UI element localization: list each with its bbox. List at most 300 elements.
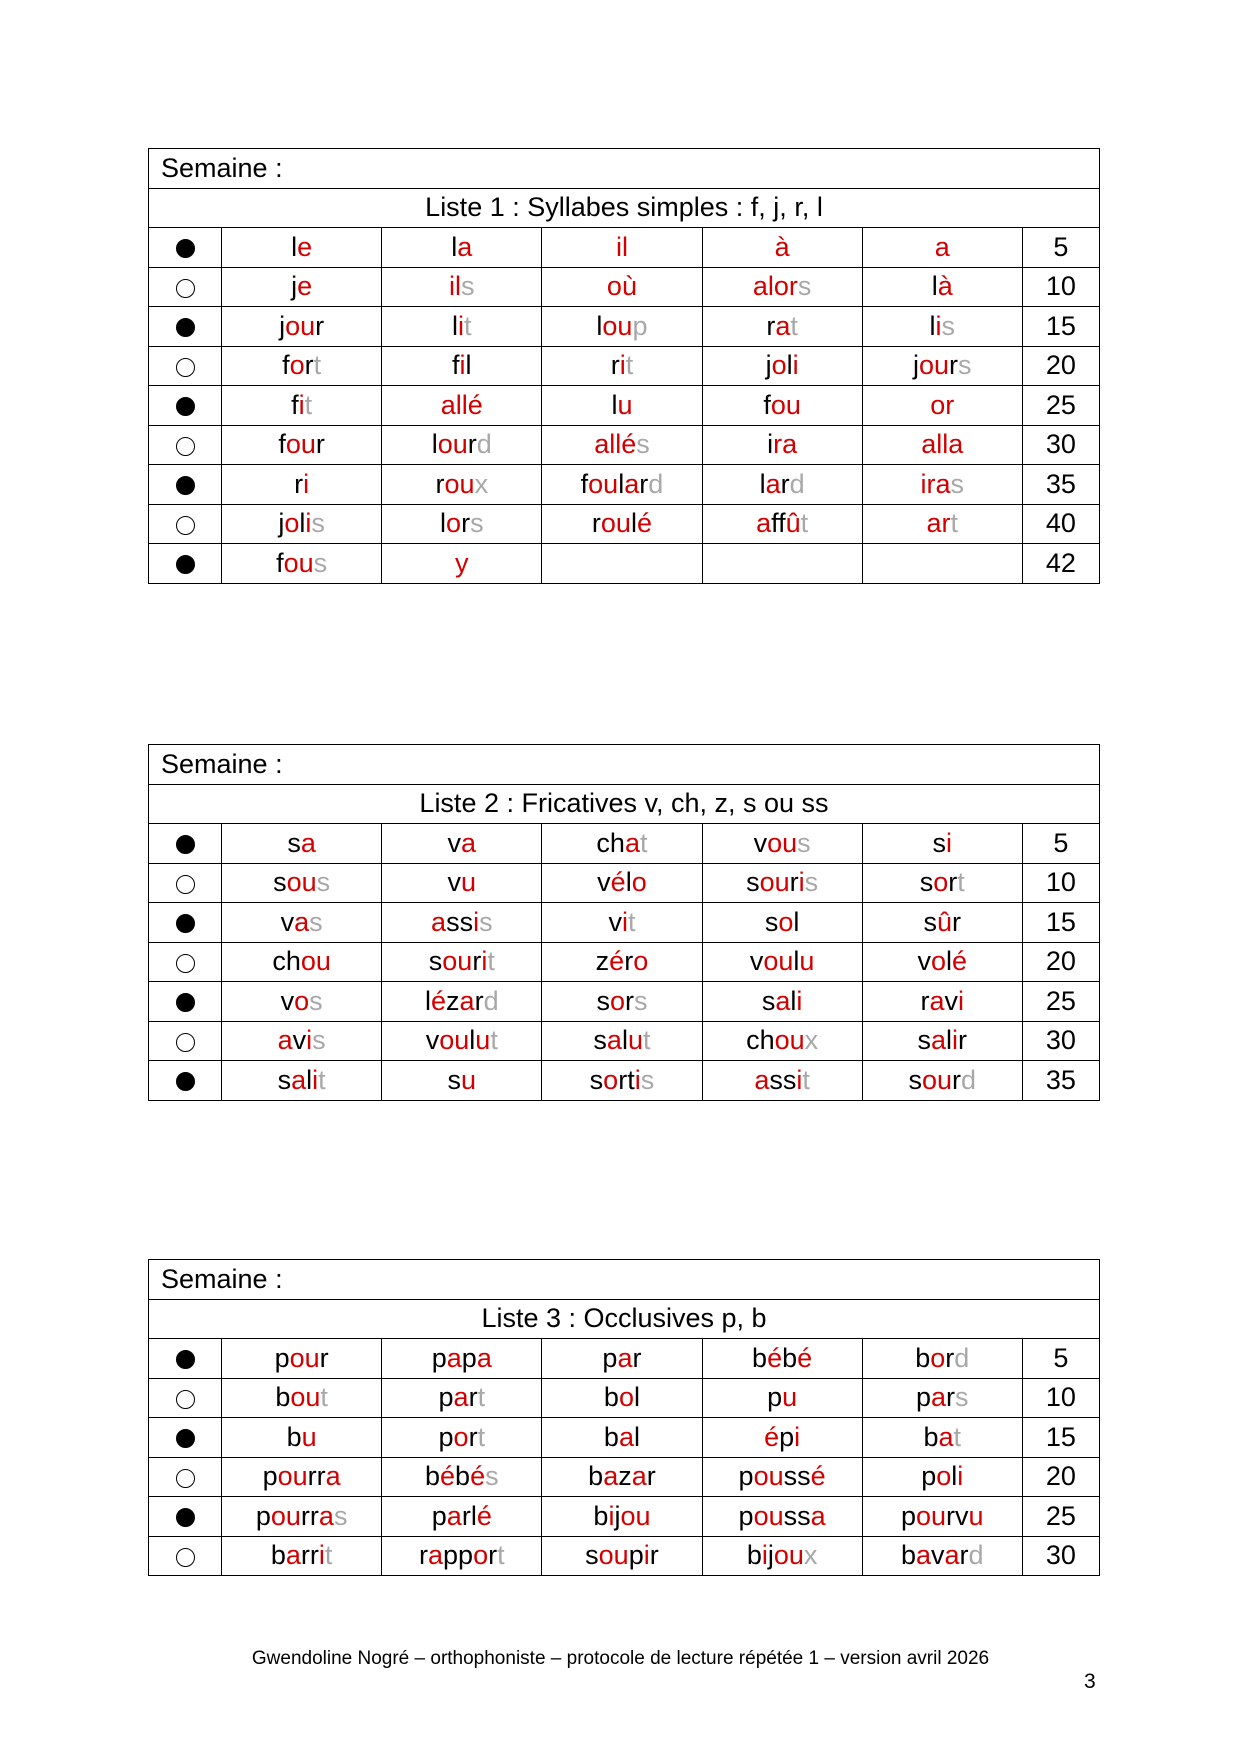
- word-segment: x: [803, 1540, 818, 1571]
- word-segment: r: [624, 985, 634, 1016]
- word-cell: [542, 903, 702, 943]
- word-segment: ou: [289, 1342, 320, 1373]
- word-segment: l: [465, 350, 472, 381]
- word-segment: s: [333, 1500, 348, 1531]
- word-segment: p: [438, 1382, 454, 1413]
- word-segment: t: [313, 350, 322, 381]
- bullet-cell: [149, 1378, 222, 1418]
- table-row: [149, 824, 1100, 864]
- word-segment: f: [278, 429, 286, 460]
- word-segment: i: [958, 985, 965, 1016]
- word-segment: p: [461, 1342, 477, 1373]
- table-row: [149, 1497, 1100, 1537]
- word-segment: a: [624, 827, 640, 858]
- list-title: Liste 1 : Syllabes simples : f, j, r, l: [149, 188, 1100, 228]
- word-cell: [862, 544, 1022, 584]
- word-segment: u: [461, 1064, 477, 1095]
- bullet-cell: [149, 1457, 222, 1497]
- word-cell: [702, 307, 862, 347]
- word-segment: u: [627, 1025, 643, 1056]
- word-segment: s: [919, 867, 934, 898]
- word-count: 25: [1022, 982, 1099, 1022]
- word-cell: [862, 1457, 1022, 1497]
- word-segment: allé: [440, 389, 483, 420]
- filled-circle-icon: [176, 914, 195, 933]
- word-cell: [222, 386, 382, 426]
- word-segment: s: [309, 906, 323, 937]
- word-segment: r: [467, 429, 477, 460]
- word-cell: [382, 346, 542, 386]
- word-segment: o: [284, 508, 300, 539]
- word-cell: [222, 267, 382, 307]
- word-segment: é: [610, 867, 626, 898]
- word-cell: [542, 1536, 702, 1576]
- word-cell: [862, 228, 1022, 268]
- word-segment: u: [968, 1500, 984, 1531]
- word-segment: t: [490, 1025, 498, 1056]
- word-segment: d: [954, 1342, 970, 1373]
- word-segment: ra: [773, 429, 798, 460]
- filled-circle-icon: [176, 1350, 195, 1369]
- word-segment: a: [453, 1382, 469, 1413]
- table-row: [149, 228, 1100, 268]
- word-segment: ou: [753, 1461, 784, 1492]
- word-segment: ou: [602, 310, 633, 341]
- word-cell: [862, 1536, 1022, 1576]
- word-segment: s: [287, 827, 301, 858]
- word-segment: a: [931, 1025, 947, 1056]
- word-cell: [542, 1457, 702, 1497]
- word-segment: p: [431, 1342, 447, 1373]
- table-row: [149, 544, 1100, 584]
- word-segment: t: [304, 389, 313, 420]
- word-cell: [222, 1536, 382, 1576]
- table-row: [149, 267, 1100, 307]
- word-segment: t: [790, 310, 798, 341]
- word-segment: é: [810, 1461, 826, 1492]
- word-cell: [862, 1339, 1022, 1379]
- word-cell: [222, 903, 382, 943]
- word-segment: l: [299, 508, 306, 539]
- word-segment: s: [955, 1382, 969, 1413]
- word-segment: d: [789, 468, 805, 499]
- word-segment: o: [631, 867, 647, 898]
- word-cell: [542, 824, 702, 864]
- word-segment: r: [958, 1025, 968, 1056]
- word-cell: [862, 1061, 1022, 1101]
- word-cell: [382, 267, 542, 307]
- word-segment: s: [309, 985, 323, 1016]
- word-segment: s: [312, 1025, 326, 1056]
- word-segment: l: [633, 1382, 640, 1413]
- word-segment: à: [774, 231, 790, 262]
- word-segment: a: [765, 468, 781, 499]
- word-cell: [382, 1457, 542, 1497]
- word-cell: [702, 903, 862, 943]
- word-cell: [222, 942, 382, 982]
- word-segment: o: [453, 1421, 469, 1452]
- word-segment: é: [952, 946, 968, 977]
- empty-circle-icon: [176, 1548, 195, 1567]
- word-segment: p: [628, 1540, 644, 1571]
- word-segment: f: [291, 389, 299, 420]
- word-segment: ss: [446, 906, 474, 937]
- word-segment: s: [311, 508, 325, 539]
- word-segment: ch: [272, 946, 301, 977]
- word-segment: t: [324, 1540, 333, 1571]
- word-segment: ou: [285, 310, 316, 341]
- word-segment: b: [603, 1382, 619, 1413]
- word-segment: ou: [285, 429, 316, 460]
- bullet-cell: [149, 504, 222, 544]
- word-segment: i: [767, 429, 774, 460]
- word-cell: [222, 863, 382, 903]
- word-segment: i: [318, 1540, 325, 1571]
- word-segment: b: [593, 1500, 609, 1531]
- filled-circle-icon: [176, 1429, 195, 1448]
- word-cell: [702, 824, 862, 864]
- word-segment: é: [764, 1421, 780, 1452]
- word-segment: o: [930, 1342, 946, 1373]
- word-cell: [702, 1339, 862, 1379]
- word-segment: s: [941, 310, 956, 341]
- word-cell: [382, 307, 542, 347]
- table-row: [149, 863, 1100, 903]
- word-cell: [222, 1497, 382, 1537]
- word-segment: u: [301, 1421, 317, 1452]
- word-segment: l: [291, 231, 298, 262]
- word-segment: p: [921, 1461, 937, 1492]
- word-segment: p: [632, 310, 648, 341]
- footer-text: Gwendoline Nogré – orthophoniste – protocole de lecture répétée 1 – version avril 2026: [251, 1648, 990, 1669]
- word-segment: t: [957, 867, 965, 898]
- word-segment: t: [318, 1064, 326, 1095]
- table-row: [149, 982, 1100, 1022]
- word-segment: l: [425, 985, 431, 1016]
- word-segment: ou: [600, 508, 631, 539]
- word-segment: t: [802, 1064, 810, 1095]
- word-segment: p: [274, 1342, 290, 1373]
- word-segment: b: [286, 1421, 302, 1452]
- word-segment: ou: [290, 1382, 321, 1413]
- word-segment: s: [797, 271, 812, 302]
- word-segment: rr: [307, 1461, 326, 1492]
- word-segment: r: [646, 1461, 656, 1492]
- word-segment: f: [580, 468, 589, 499]
- table-row: [149, 903, 1100, 943]
- word-segment: u: [461, 867, 477, 898]
- empty-circle-icon: [176, 437, 195, 456]
- word-segment: o: [933, 867, 949, 898]
- word-segment: ou: [588, 468, 619, 499]
- word-cell: [382, 1418, 542, 1458]
- word-count: 20: [1022, 942, 1099, 982]
- word-segment: ss: [783, 1461, 811, 1492]
- table-row: [149, 1061, 1100, 1101]
- word-segment: r: [591, 508, 601, 539]
- word-cell: [382, 824, 542, 864]
- word-segment: r: [618, 1064, 628, 1095]
- word-cell: [222, 824, 382, 864]
- semaine-row: [149, 745, 1100, 785]
- word-segment: o: [289, 350, 305, 381]
- word-segment: u: [617, 389, 633, 420]
- word-segment: l: [929, 310, 936, 341]
- word-segment: r: [766, 310, 776, 341]
- word-segment: é: [636, 508, 652, 539]
- word-segment: l: [618, 468, 625, 499]
- semaine-label: Semaine :: [149, 149, 1100, 189]
- word-segment: o: [930, 946, 947, 977]
- word-segment: a: [624, 468, 640, 499]
- word-cell: [862, 504, 1022, 544]
- word-cell: [222, 1061, 382, 1101]
- word-segment: ou: [437, 429, 468, 460]
- word-segment: i: [481, 946, 488, 977]
- word-cell: [862, 824, 1022, 864]
- word-segment: r: [304, 350, 314, 381]
- filled-circle-icon: [176, 397, 195, 416]
- word-segment: v: [292, 1025, 307, 1056]
- word-segment: s: [764, 906, 779, 937]
- word-segment: b: [603, 1421, 619, 1452]
- word-cell: [382, 863, 542, 903]
- word-cell: [862, 1418, 1022, 1458]
- word-cell: [222, 1418, 382, 1458]
- word-segment: l: [469, 1025, 476, 1056]
- word-count: 30: [1022, 1536, 1099, 1576]
- word-segment: a: [294, 906, 310, 937]
- word-cell: [382, 942, 542, 982]
- word-segment: a: [618, 1421, 634, 1452]
- word-segment: j: [614, 1500, 621, 1531]
- word-cell: [222, 1457, 382, 1497]
- word-segment: t: [953, 1421, 962, 1452]
- word-segment: s: [923, 906, 937, 937]
- word-segment: l: [596, 310, 603, 341]
- semaine-label: Semaine :: [149, 1260, 1100, 1300]
- word-segment: p: [738, 1500, 754, 1531]
- word-segment: j: [912, 350, 919, 381]
- word-cell: [542, 267, 702, 307]
- word-segment: e: [297, 231, 313, 262]
- word-segment: t: [800, 508, 809, 539]
- bullet-cell: [149, 386, 222, 426]
- word-segment: p: [915, 1382, 932, 1413]
- word-count: 20: [1022, 346, 1099, 386]
- word-segment: r: [610, 350, 620, 381]
- word-segment: r: [649, 1540, 659, 1571]
- word-segment: i: [634, 1064, 641, 1095]
- word-segment: t: [497, 1540, 505, 1571]
- word-segment: y: [455, 547, 469, 578]
- word-segment: f: [282, 350, 290, 381]
- word-segment: s: [316, 867, 331, 898]
- word-segment: d: [961, 1064, 977, 1095]
- word-segment: ff: [771, 508, 786, 539]
- word-cell: [222, 982, 382, 1022]
- word-segment: p: [438, 1421, 454, 1452]
- table-row: [149, 425, 1100, 465]
- word-segment: r: [948, 867, 958, 898]
- bullet-cell: [149, 1061, 222, 1101]
- word-segment: p: [738, 1461, 754, 1492]
- word-segment: r: [949, 350, 959, 381]
- word-cell: [542, 346, 702, 386]
- word-segment: r: [946, 1382, 956, 1413]
- word-count: 15: [1022, 307, 1099, 347]
- word-segment: ou: [270, 1500, 301, 1531]
- word-segment: l: [793, 946, 800, 977]
- word-segment: v: [447, 827, 462, 858]
- word-segment: b: [752, 1342, 768, 1373]
- word-segment: a: [325, 1461, 341, 1492]
- word-segment: t: [477, 1382, 486, 1413]
- word-segment: û: [785, 508, 801, 539]
- word-cell: [862, 346, 1022, 386]
- table-row: [149, 1457, 1100, 1497]
- word-segment: a: [461, 827, 477, 858]
- word-list-table-3: [148, 1259, 1100, 1576]
- word-segment: i: [459, 350, 466, 381]
- word-cell: [542, 1339, 702, 1379]
- bullet-cell: [149, 267, 222, 307]
- table-row: [149, 504, 1100, 544]
- word-segment: v: [447, 867, 462, 898]
- word-segment: r: [780, 468, 790, 499]
- word-cell: [862, 425, 1022, 465]
- word-segment: ou: [770, 389, 801, 420]
- table-row: [149, 1339, 1100, 1379]
- word-segment: f: [452, 350, 460, 381]
- word-segment: r: [632, 1342, 642, 1373]
- word-segment: x: [804, 1025, 819, 1056]
- word-cell: [382, 1536, 542, 1576]
- word-segment: p: [262, 1461, 278, 1492]
- filled-circle-icon: [176, 1072, 195, 1091]
- word-segment: s: [485, 1461, 499, 1492]
- word-segment: s: [479, 906, 493, 937]
- word-segment: û: [937, 906, 953, 937]
- word-cell: [222, 1378, 382, 1418]
- word-segment: r: [435, 468, 445, 499]
- word-segment: b: [746, 1540, 762, 1571]
- bullet-cell: [149, 942, 222, 982]
- word-segment: a: [457, 231, 473, 262]
- word-segment: r: [952, 906, 962, 937]
- word-segment: p: [431, 1500, 447, 1531]
- word-cell: [702, 544, 862, 584]
- word-segment: l: [951, 1461, 958, 1492]
- word-segment: a: [318, 1500, 334, 1531]
- word-segment: b: [424, 1461, 441, 1492]
- word-segment: b: [923, 1421, 939, 1452]
- word-segment: il: [615, 231, 628, 262]
- word-count: 5: [1022, 824, 1099, 864]
- word-segment: r: [639, 468, 649, 499]
- word-segment: r: [952, 1064, 962, 1095]
- word-segment: ou: [759, 867, 790, 898]
- word-segment: r: [418, 1540, 428, 1571]
- word-segment: t: [477, 1421, 486, 1452]
- word-cell: [382, 1021, 542, 1061]
- word-segment: a: [775, 985, 791, 1016]
- word-segment: a: [915, 1540, 932, 1571]
- word-segment: v: [425, 1025, 440, 1056]
- word-list-table-2: [148, 744, 1100, 1101]
- word-segment: ou: [767, 827, 798, 858]
- word-cell: [382, 1497, 542, 1537]
- word-segment: a: [617, 1342, 633, 1373]
- filled-circle-icon: [176, 239, 195, 258]
- word-segment: ou: [753, 1500, 784, 1531]
- word-count: 25: [1022, 1497, 1099, 1537]
- word-segment: t: [642, 1025, 651, 1056]
- word-segment: d: [968, 1540, 984, 1571]
- word-cell: [542, 982, 702, 1022]
- word-cell: [702, 863, 862, 903]
- word-segment: r: [315, 429, 325, 460]
- word-cell: [382, 386, 542, 426]
- table-row: [149, 1418, 1100, 1458]
- empty-circle-icon: [176, 875, 195, 894]
- word-segment: s: [589, 1064, 604, 1095]
- word-segment: l: [793, 906, 800, 937]
- semaine-row: [149, 1260, 1100, 1300]
- word-segment: i: [298, 389, 305, 420]
- word-cell: [382, 1339, 542, 1379]
- word-cell: [542, 1418, 702, 1458]
- word-segment: o: [771, 350, 787, 381]
- word-segment: o: [446, 508, 462, 539]
- empty-circle-icon: [176, 516, 195, 535]
- word-cell: [702, 942, 862, 982]
- word-segment: o: [778, 906, 794, 937]
- word-segment: i: [946, 827, 953, 858]
- word-segment: s: [932, 827, 947, 858]
- word-cell: [542, 465, 702, 505]
- empty-circle-icon: [176, 279, 195, 298]
- word-cell: [702, 982, 862, 1022]
- word-segment: a: [944, 1540, 960, 1571]
- word-segment: r: [472, 946, 482, 977]
- word-cell: [702, 267, 862, 307]
- word-segment: r: [319, 1342, 329, 1373]
- bullet-cell: [149, 346, 222, 386]
- word-segment: ou: [277, 1461, 308, 1492]
- word-segment: o: [473, 1540, 489, 1571]
- word-segment: é: [609, 946, 625, 977]
- word-segment: s: [640, 1064, 655, 1095]
- word-cell: [382, 982, 542, 1022]
- filled-circle-icon: [176, 476, 195, 495]
- word-segment: s: [470, 508, 484, 539]
- list-title-row: [149, 784, 1100, 824]
- word-cell: [702, 1061, 862, 1101]
- empty-circle-icon: [176, 954, 195, 973]
- word-cell: [702, 425, 862, 465]
- word-cell: [702, 504, 862, 544]
- word-segment: a: [446, 1500, 462, 1531]
- word-cell: [702, 1536, 862, 1576]
- table-row: [149, 346, 1100, 386]
- word-segment: r: [461, 508, 471, 539]
- word-segment: pp: [443, 1540, 474, 1571]
- word-segment: l: [452, 310, 459, 341]
- bullet-cell: [149, 982, 222, 1022]
- word-segment: t: [320, 1382, 328, 1413]
- word-cell: [862, 942, 1022, 982]
